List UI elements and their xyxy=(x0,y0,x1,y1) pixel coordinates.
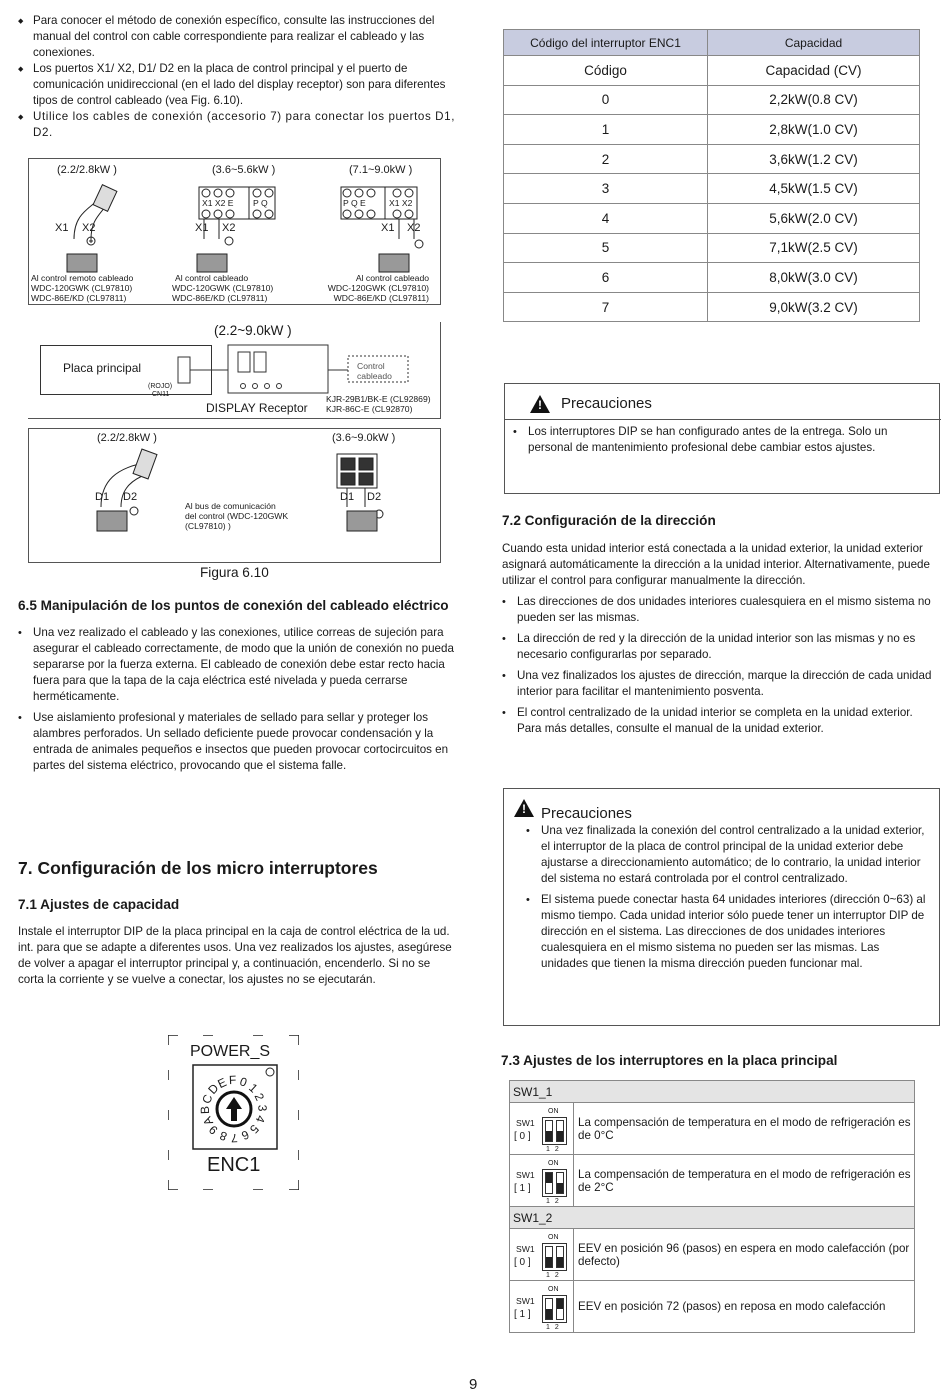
dial-digit: 8 xyxy=(217,1128,229,1144)
sw-val-3: [ 0 ] xyxy=(514,1257,531,1268)
dial-digit: 5 xyxy=(247,1121,263,1136)
enc1-dial-figure xyxy=(168,1035,299,1190)
cap-header-cap: Capacidad xyxy=(708,30,920,56)
target-1-c: WDC-86E/KD (CL97811) xyxy=(31,293,127,303)
dip-nums-3: 12 xyxy=(546,1272,564,1279)
sw-val-1: [ 0 ] xyxy=(514,1131,531,1142)
terminal-3-labels: P Q E xyxy=(343,198,366,208)
s72-bullet-2: • La dirección de red y la dirección de la unidad interior son las mismas y no es necesario configurarlas por separado. xyxy=(502,631,932,663)
s65-bullet-1: • Una vez realizado el cableado y las conexiones, utilice correas de sujeción para asegurar el cableado correctamente, de modo que la unión de conexión no pueda separarse por la fuerza externa. El cableado de conexión debe estar recto hacia fuera para que la tapa de la caja eléctrica esté nivelada y pueda cerrarse herméticamente. xyxy=(18,625,454,705)
section-6-5-title: 6.5 Manipulación de los puntos de conexión del cableado eléctrico xyxy=(18,598,449,613)
sw-group-2: SW1_2 xyxy=(510,1207,915,1229)
dial-digit: 9 xyxy=(206,1122,221,1138)
bus-2: del control (WDC-120GWK xyxy=(185,511,289,521)
sw-val-2: [ 1 ] xyxy=(514,1183,531,1194)
target-2-a: Al control cableado xyxy=(175,273,249,283)
dip-switch-4 xyxy=(542,1285,567,1333)
cap-row xyxy=(504,263,920,293)
prec1-title: Precauciones xyxy=(561,395,652,412)
prec2-item-2: • El sistema puede conectar hasta 64 unidades interiores (dirección 0~63) al mismo tiempo. Cada unidad interior sólo puede tener un interruptor DIP de dirección en el sistema. Las direcciones de dos unidades interiores cualesquiera en el mismo sistema no pueden ser las mismas. Las unidades que tienen la misma dirección pueden funcionar mal. xyxy=(526,892,926,972)
sw-desc-3: EEV en posición 96 (pasos) en espera en modo calefacción (por defecto) xyxy=(574,1229,915,1281)
warning-icon-2 xyxy=(514,799,534,817)
dial-digit: A xyxy=(199,1114,216,1128)
dial-digit: E xyxy=(215,1074,229,1091)
main-board-label: Placa principal xyxy=(63,361,142,375)
cap-sub-code: Código xyxy=(504,56,708,86)
sw-row-3 xyxy=(510,1229,915,1281)
control-label-1: Control xyxy=(357,361,385,371)
s65-bullet-2: • Use aislamiento profesional y materiales de sellado para sellar y proteger los alambres perforados. Un sellado deficiente puede provocar condensación y la entrada de animales pequeños e insectos que pueden provocar cortocircuitos en partes del sistema eléctrico, provocando que el sistema falle. xyxy=(18,710,454,774)
sw-group-1: SW1_1 xyxy=(510,1081,915,1103)
cap-label-2: (3.6~5.6kW ) xyxy=(212,164,276,176)
dial-digit: 6 xyxy=(239,1127,252,1144)
cap-header-row xyxy=(504,30,920,56)
cap-sub-cap: Capacidad (CV) xyxy=(708,56,920,86)
section-7-1-title: 7.1 Ajustes de capacidad xyxy=(18,897,180,912)
cap-row xyxy=(504,292,920,322)
dip-nums-2: 12 xyxy=(546,1198,564,1205)
rojo-label: (ROJO) xyxy=(148,383,173,390)
target-1-b: WDC-120GWK (CL97810) xyxy=(31,283,133,293)
cap-row-capacity: 2,2kW(0.8 CV) xyxy=(708,85,920,115)
sw-cell-2 xyxy=(510,1155,574,1207)
section-7-3-title: 7.3 Ajustes de los interruptores en la placa principal xyxy=(501,1053,838,1068)
x2-label-1: X2 xyxy=(82,222,96,234)
cap-row-code: 3 xyxy=(504,174,708,204)
precautions-box-1 xyxy=(504,383,940,494)
terminal-3b-labels: X1 X2 xyxy=(389,198,413,208)
intro-bullet-2: ◆ Los puertos X1/ X2, D1/ D2 en la placa de control principal y el puerto de comunicación unidireccional (en el lado del display receptor) son para diferentes tipos de control cableado (vea Fig. 6.10). xyxy=(18,61,458,109)
section-7-2-bullets xyxy=(502,594,932,737)
cap-row-capacity: 3,6kW(1.2 CV) xyxy=(708,144,920,174)
sw-desc-1: La compensación de temperatura en el modo de refrigeración es de 0°C xyxy=(574,1103,915,1155)
sw-cell-1 xyxy=(510,1103,574,1155)
terminal-2-labels: X1 X2 E xyxy=(202,198,234,208)
cap-row-code: 5 xyxy=(504,233,708,263)
terminal-2b-labels: P Q xyxy=(253,198,268,208)
dip-on-4: ON xyxy=(548,1286,559,1293)
cap-row xyxy=(504,233,920,263)
prec1-item-1: • Los interruptores DIP se han configurado antes de la entrega. Solo un personal de mantenimiento profesional debe cambiar estos ajustes. xyxy=(513,424,933,456)
sw-label-4: SW1 xyxy=(516,1296,535,1306)
d1-label-1: D1 xyxy=(95,491,110,503)
bot-cap-2: (3.6~9.0kW ) xyxy=(332,432,396,444)
dip-on-3: ON xyxy=(548,1234,559,1241)
intro-bullet-3: ◆ Utilice los cables de conexión (accesorio 7) para conectar los puertos D1, D2. xyxy=(18,109,458,141)
wiring-diagram-middle xyxy=(28,322,441,419)
sw-row-4 xyxy=(510,1281,915,1333)
page-number: 9 xyxy=(469,1376,478,1392)
sw-label-1: SW1 xyxy=(516,1118,535,1128)
dial-digit: 7 xyxy=(230,1130,239,1146)
prec1-items xyxy=(513,424,933,456)
dip-switch-3 xyxy=(542,1233,567,1281)
mid-cap-label: (2.2~9.0kW ) xyxy=(214,323,292,338)
dial-digit: D xyxy=(204,1081,222,1098)
dial-digit: C xyxy=(199,1092,216,1106)
cap-row-capacity: 7,1kW(2.5 CV) xyxy=(708,233,920,263)
s72-bullet-3: • Una vez finalizados los ajustes de dirección, marque la dirección de cada unidad interior para facilitar el mantenimiento posventa. xyxy=(502,668,932,700)
cap-row-capacity: 5,6kW(2.0 CV) xyxy=(708,203,920,233)
cap-row-capacity: 4,5kW(1.5 CV) xyxy=(708,174,920,204)
enc1-label: ENC1 xyxy=(207,1154,261,1176)
target-3-b: WDC-120GWK (CL97810) xyxy=(327,283,429,293)
control-label xyxy=(357,361,392,381)
dip-on-1: ON xyxy=(548,1108,559,1115)
intro-bullet-1: ◆ Para conocer el método de conexión específico, consulte las instrucciones del manual del control con cable correspondiente para realizar el cableado y las conexiones. xyxy=(18,13,458,61)
cap-row-code: 1 xyxy=(504,115,708,145)
target-2-c: WDC-86E/KD (CL97811) xyxy=(172,293,268,303)
target-3-c: WDC-86E/KD (CL97811) xyxy=(333,293,429,303)
x1-label-3: X1 xyxy=(381,222,395,234)
dial-digit: B xyxy=(197,1105,213,1115)
prec2-title: Precauciones xyxy=(541,805,632,822)
sw-desc-4: EEV en posición 72 (pasos) en reposa en modo calefacción xyxy=(574,1281,915,1333)
figure-caption: Figura 6.10 xyxy=(200,565,269,580)
x1-label-2: X1 xyxy=(195,222,209,234)
prec2-item-1: • Una vez finalizada la conexión del control centralizado a la unidad exterior, el interruptor de la placa de control principal de la unidad exterior debe ajustarse a direccionamiento automático; de lo contrario, la unidad interior del sistema no estará controlada por el control centralizado. xyxy=(526,823,926,887)
d1-label-2: D1 xyxy=(340,491,355,503)
kjr-labels xyxy=(326,394,431,414)
x2-label-3: X2 xyxy=(407,222,421,234)
sw-label-2: SW1 xyxy=(516,1170,535,1180)
sw-row-2 xyxy=(510,1155,915,1207)
s72-bullet-1: • Las direcciones de dos unidades interiores cualesquiera en el mismo sistema no pueden ser las mismas. xyxy=(502,594,932,626)
cap-row xyxy=(504,203,920,233)
bot-cap-1: (2.2/2.8kW ) xyxy=(97,432,157,444)
dial-digit: 3 xyxy=(255,1104,270,1112)
sw-cell-3 xyxy=(510,1229,574,1281)
cap-row-capacity: 9,0kW(3.2 CV) xyxy=(708,292,920,322)
target-3-a: Al control cableado xyxy=(355,273,429,283)
cap-label-1: (2.2/2.8kW ) xyxy=(57,164,117,176)
sw-val-4: [ 1 ] xyxy=(514,1309,531,1320)
warning-icon xyxy=(530,395,550,413)
dial-digit: 2 xyxy=(251,1090,268,1103)
target-2 xyxy=(172,273,273,303)
wiring-diagram-top xyxy=(28,158,441,305)
sw-label-3: SW1 xyxy=(516,1244,535,1254)
target-1-a: Al control remoto cableado xyxy=(31,273,134,283)
bus-label xyxy=(185,501,288,531)
control-label-2: cableado xyxy=(357,371,392,381)
dip-nums-4: 12 xyxy=(546,1324,564,1331)
target-1 xyxy=(31,273,133,303)
cap-row xyxy=(504,115,920,145)
section-6-5-bullets xyxy=(18,625,454,774)
capacity-table xyxy=(503,29,920,322)
dial-digit: 0 xyxy=(237,1074,249,1090)
cap-row-code: 2 xyxy=(504,144,708,174)
cn11-label: CN11 xyxy=(152,391,170,398)
sw-cell-4 xyxy=(510,1281,574,1333)
dial-digit: 4 xyxy=(252,1113,269,1125)
cap-row xyxy=(504,144,920,174)
sw-desc-2: La compensación de temperatura en el modo de refrigeración es de 2°C xyxy=(574,1155,915,1207)
prec2-items xyxy=(526,823,926,972)
section-7-title: 7. Configuración de los micro interruptores xyxy=(18,858,378,878)
section-7-2-text: Cuando esta unidad interior está conectada a la unidad exterior, la unidad exterior asignará automáticamente la dirección a la unidad interior. Alternativamente, puede utilizar el control para configurar manualmente la dirección. xyxy=(502,542,930,587)
cap-row-code: 4 xyxy=(504,203,708,233)
x2-label-2: X2 xyxy=(222,222,236,234)
bus-3: (CL97810) ) xyxy=(185,521,231,531)
power-s-label: POWER_S xyxy=(190,1043,271,1060)
target-2-b: WDC-120GWK (CL97810) xyxy=(172,283,274,293)
sw-group-2-row xyxy=(510,1207,915,1229)
dip-on-2: ON xyxy=(548,1160,559,1167)
wiring-diagram-bottom xyxy=(28,428,441,563)
cap-header-code: Código del interruptor ENC1 xyxy=(504,30,708,56)
cap-row xyxy=(504,174,920,204)
dip-switch-2 xyxy=(542,1159,567,1207)
cap-row xyxy=(504,85,920,115)
bus-1: Al bus de comunicación xyxy=(185,501,276,511)
intro-bullets xyxy=(18,13,458,141)
display-label: DISPLAY Receptor xyxy=(206,401,308,415)
sw-row-1 xyxy=(510,1103,915,1155)
precautions-box-2 xyxy=(503,788,940,1026)
section-7-2-title: 7.2 Configuración de la dirección xyxy=(502,513,716,528)
cap-row-code: 7 xyxy=(504,292,708,322)
kjr-1: KJR-29B1/BK-E (CL92869) xyxy=(326,394,431,404)
sw-group-1-row xyxy=(510,1081,915,1103)
dial-digit: F xyxy=(228,1072,237,1088)
dip-switch-1 xyxy=(542,1107,567,1155)
section-7-1-text: Instale el interruptor DIP de la placa principal en la caja de control eléctrica de la ud. int. para que se adapte a diferentes usos. Una vez realizados los ajustes, asegúrese de volver a apagar el interruptor principal y, a continuación, encenderlo. Si no se corta la corriente y se vuelve a conectar, los ajustes no se ejecutarán. xyxy=(18,925,452,986)
target-3 xyxy=(325,273,429,303)
cap-label-3: (7.1~9.0kW ) xyxy=(349,164,413,176)
kjr-2: KJR-86C-E (CL92870) xyxy=(326,404,413,414)
cap-row-capacity: 8,0kW(3.0 CV) xyxy=(708,263,920,293)
s72-bullet-4: • El control centralizado de la unidad interior se completa en la unidad exterior. Para más detalles, consulte el manual de la unidad exterior. xyxy=(502,705,932,737)
d2-label-2: D2 xyxy=(367,491,382,503)
cap-subheader-row xyxy=(504,56,920,86)
d2-label-1: D2 xyxy=(123,491,138,503)
x1-label-1: X1 xyxy=(55,222,69,234)
dial-digit: 1 xyxy=(245,1080,261,1096)
cap-row-code: 0 xyxy=(504,85,708,115)
cap-row-code: 6 xyxy=(504,263,708,293)
switch-table xyxy=(509,1080,915,1333)
cap-row-capacity: 2,8kW(1.0 CV) xyxy=(708,115,920,145)
dip-nums-1: 12 xyxy=(546,1146,564,1153)
